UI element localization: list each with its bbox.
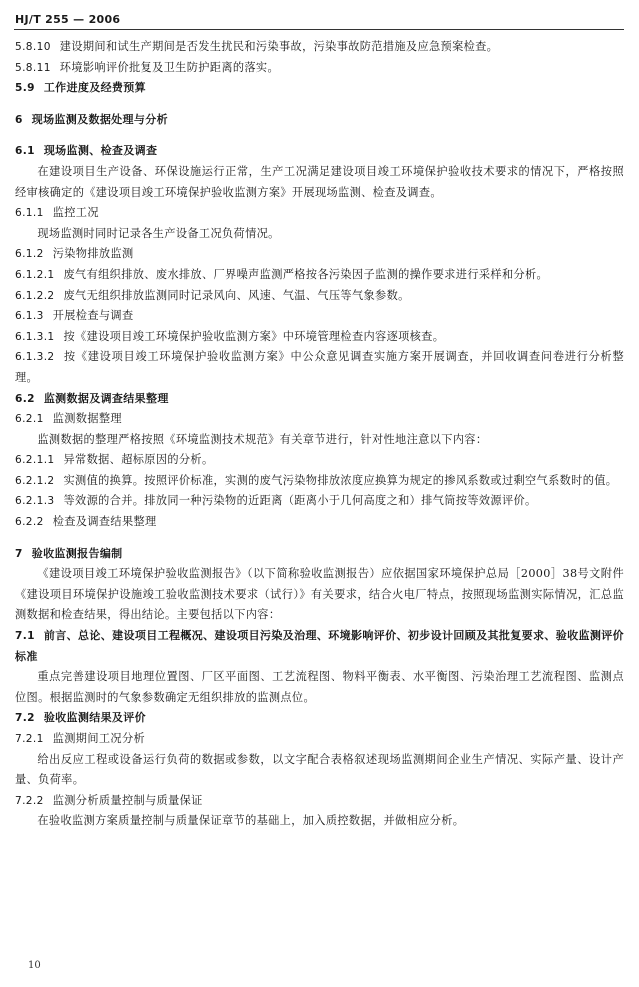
paragraph — [15, 244, 624, 265]
clause-text: 工作进度及经费预算 — [43, 81, 146, 95]
clause-text: 现场监测时同时记录各生产设备工况负荷情况。 — [37, 226, 280, 240]
clause-text: 开展检查与调查 — [52, 309, 134, 323]
paragraph — [15, 430, 624, 451]
document-body — [15, 37, 624, 832]
clause-text: 按《建设项目竣工环境保护验收监测方案》中环境管理检查内容逐项核查。 — [63, 329, 445, 343]
clause-number: 6.1.3.2 — [15, 351, 55, 364]
clause-number: 5.8.11 — [15, 61, 51, 74]
standard-code: HJ/T 255 — 2006 — [15, 13, 121, 26]
clause-text: 重点完善建设项目地理位置图、厂区平面图、工艺流程图、物料平衡表、水平衡图、污染治理工艺流程图、监测点位图。根据监测时的气象参数确定无组织排放的监测点位。 — [15, 670, 624, 704]
clause-text: 前言、总论、建设项目工程概况、建设项目污染及治理、环境影响评价、初步设计回顾及其批复要求、验收监测评价标准 — [15, 629, 624, 663]
clause-number: 6 — [15, 113, 23, 126]
clause-number: 7 — [15, 547, 23, 560]
section-heading — [15, 110, 624, 131]
clause-number: 6.2.1.3 — [15, 495, 55, 508]
clause-number: 6.1.1 — [15, 207, 44, 220]
section-heading — [15, 544, 624, 565]
paragraph — [15, 203, 624, 224]
clause-text: 监测数据的整理严格按照《环境监测技术规范》有关章节进行，针对性地注意以下内容： — [37, 432, 488, 446]
clause-text: 废气无组织排放监测同时记录风向、风速、气温、气压等气象参数。 — [63, 288, 410, 302]
clause-number: 6.1.2.1 — [15, 268, 55, 281]
clause-text: 建设期间和试生产期间是否发生扰民和污染事故，污染事故防范措施及应急预案检查。 — [59, 40, 499, 53]
clause-text: 监测期间工况分析 — [52, 732, 146, 745]
section-heading — [15, 141, 624, 162]
clause-text: 给出反应工程或设备运行负荷的数据或参数，以文字配合表格叙述现场监测期间企业生产情况、实际产量、设计产量、负荷率。 — [15, 752, 624, 787]
clause-text: 监测数据及调查结果整理 — [43, 391, 169, 405]
clause-text: 监测分析质量控制与质量保证 — [52, 793, 203, 807]
clause-number: 6.2.1 — [15, 413, 44, 426]
paragraph — [15, 729, 624, 750]
clause-number: 6.1.3.1 — [15, 330, 55, 343]
clause-text: 现场监测、检查及调查 — [43, 144, 158, 158]
section-heading — [15, 708, 624, 729]
paragraph — [15, 327, 624, 348]
paragraph — [15, 224, 624, 245]
paragraph — [15, 471, 624, 492]
clause-text: 验收监测报告编制 — [31, 546, 123, 560]
clause-number: 6.2 — [15, 392, 35, 405]
clause-text: 《建设项目竣工环境保护验收监测报告》（以下简称验收监测报告）应依据国家环境保护总局［2000］38号文附件《建设项目环境保护设施竣工验收监测技术要求（试行）》有关要求，结合火电厂特点，按照现场监测实际情况，汇总监测数据和检查结果，得出结论。主要包括以下内容： — [15, 567, 624, 622]
clause-number: 7.2.2 — [15, 794, 44, 807]
clause-text: 污染物排放监测 — [52, 247, 134, 261]
clause-text: 废气有组织排放、废水排放、厂界噪声监测严格按各污染因子监测的操作要求进行采样和分析。 — [63, 267, 549, 281]
clause-number: 7.1 — [15, 630, 35, 643]
clause-text: 监控工况 — [52, 206, 99, 220]
clause-number: 6.1.2 — [15, 248, 44, 261]
clause-number: 7.2.1 — [15, 733, 44, 745]
paragraph — [15, 37, 624, 58]
clause-text: 监测数据整理 — [52, 412, 122, 426]
page-number: 10 — [28, 960, 41, 971]
paragraph — [15, 750, 624, 791]
clause-number: 6.2.1.2 — [15, 474, 55, 487]
paragraph — [15, 347, 624, 388]
section-heading — [15, 78, 624, 99]
paragraph — [15, 667, 624, 708]
paragraph — [15, 564, 624, 626]
clause-number: 5.8.10 — [15, 41, 51, 53]
paragraph — [15, 811, 624, 832]
paragraph — [15, 58, 624, 79]
paragraph — [15, 450, 624, 471]
clause-number: 6.2.2 — [15, 516, 44, 529]
clause-text: 异常数据、超标原因的分析。 — [63, 453, 214, 467]
section-heading — [15, 389, 624, 410]
paragraph — [15, 306, 624, 327]
clause-text: 实测值的换算。按照评价标准，实测的废气污染物排放浓度应换算为规定的掺风系数或过剩空气系数时的值。 — [63, 473, 618, 487]
section-heading — [15, 626, 624, 667]
clause-number: 6.1.2.2 — [15, 289, 55, 302]
clause-text: 现场监测及数据处理与分析 — [31, 112, 168, 126]
clause-number: 6.2.1.1 — [15, 454, 55, 467]
paragraph — [15, 162, 624, 203]
clause-text: 按《建设项目竣工环境保护验收监测方案》中公众意见调查实施方案开展调查，并回收调查问卷进行分析整理。 — [15, 350, 624, 384]
clause-number: 5.9 — [15, 82, 35, 95]
clause-number: 7.2 — [15, 712, 35, 725]
clause-text: 在建设项目生产设备、环保设施运行正常，生产工况满足建设项目竣工环境保护验收技术要求的情况下，严格按照经审核确定的《建设项目竣工环境保护验收监测方案》开展现场监测、检查及调查。 — [15, 164, 624, 199]
clause-number: 6.1.3 — [15, 310, 44, 323]
header-rule — [14, 29, 624, 30]
clause-text: 环境影响评价批复及卫生防护距离的落实。 — [59, 60, 280, 74]
paragraph — [15, 265, 624, 286]
clause-text: 检查及调查结果整理 — [52, 515, 157, 529]
paragraph — [15, 491, 624, 512]
clause-text: 验收监测结果及评价 — [43, 711, 146, 725]
clause-text: 等效源的合并。排放同一种污染物的近距离（距离小于几何高度之和）排气筒按等效源评价。 — [63, 494, 537, 508]
clause-text: 在验收监测方案质量控制与质量保证章节的基础上，加入质控数据，并做相应分析。 — [37, 814, 465, 828]
paragraph — [15, 409, 624, 430]
paragraph — [15, 512, 624, 533]
paragraph — [15, 286, 624, 307]
paragraph — [15, 791, 624, 812]
clause-number: 6.1 — [15, 145, 35, 158]
